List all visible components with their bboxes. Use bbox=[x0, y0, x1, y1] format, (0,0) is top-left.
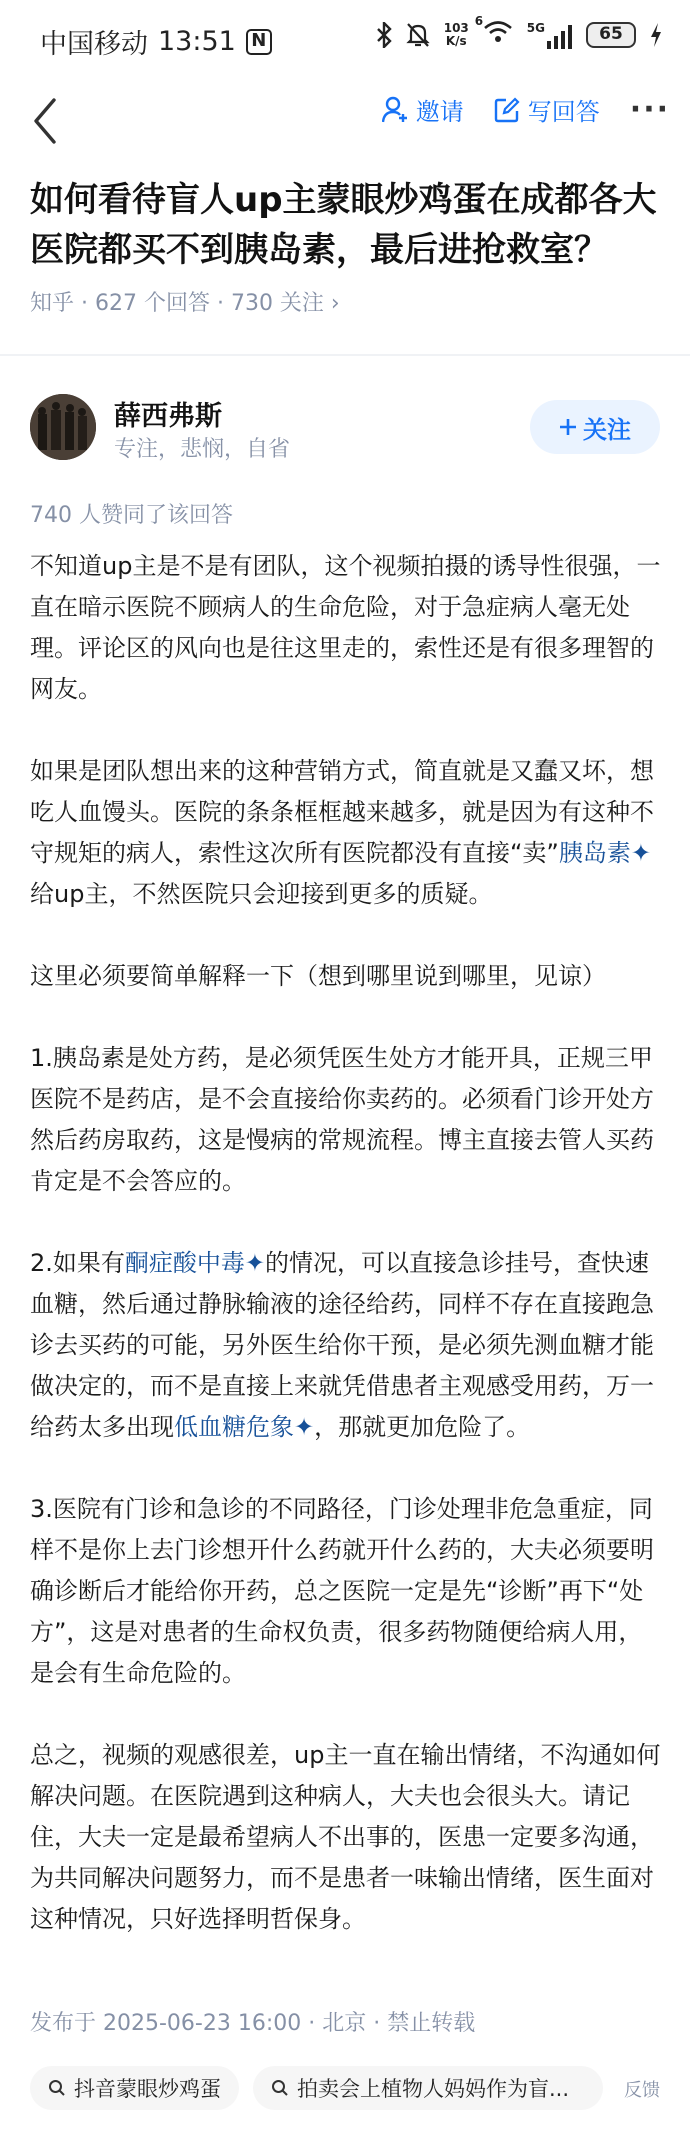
answer-paragraph: 总之，视频的观感很差，up主一直在输出情绪，不沟通如何解决问题。在医院遇到这种病人，大夫也会很头大。请记住，大夫一定是最希望病人不出事的，医患一定要多沟通，为共同解决问题努力，而不是患者一味输出情绪，医生面对这种情况，只好选择明哲保身。 bbox=[30, 1741, 661, 1933]
nfc-icon: N bbox=[246, 29, 272, 55]
answer-paragraph bbox=[30, 751, 665, 915]
answer-body bbox=[30, 546, 665, 1981]
mute-bell-icon bbox=[406, 22, 430, 48]
search-link-label: 低血糖危象 bbox=[174, 1413, 294, 1441]
write-answer-label: 写回答 bbox=[527, 98, 600, 126]
related-searches bbox=[30, 2066, 603, 2110]
invite-label: 邀请 bbox=[415, 98, 464, 126]
answer-paragraph: 1.胰岛素是处方药，是必须凭医生处方才能开具，正规三甲医院不是药店，是不会直接给你卖药的。必须看门诊开处方然后药房取药，这是慢病的常规流程。博主直接去管人买药肯定是不会答应的。 bbox=[30, 1044, 654, 1195]
question-title[interactable]: 如何看待盲人up主蒙眼炒鸡蛋在成都各大医院都买不到胰岛素，最后进抢救室？ bbox=[30, 180, 657, 270]
signal-bars-icon bbox=[547, 25, 572, 49]
search-link-label: 胰岛素 bbox=[558, 839, 631, 867]
sparkle-icon: ✦ bbox=[630, 839, 651, 867]
related-search-chip[interactable] bbox=[30, 2066, 239, 2110]
related-search-label: 抖音蒙眼炒鸡蛋 bbox=[74, 2077, 221, 2101]
likes-count: 740 人赞同了该回答 bbox=[30, 503, 233, 528]
question-meta[interactable]: 知乎 · 627 个回答 · 730 关注 › bbox=[30, 291, 340, 316]
clock: 13:51 bbox=[158, 26, 236, 57]
net-speed-unit: K/s bbox=[445, 34, 467, 48]
edit-icon bbox=[494, 97, 520, 123]
follow-button[interactable] bbox=[530, 400, 660, 454]
sparkle-icon: ✦ bbox=[294, 1413, 315, 1441]
answer-paragraph: 不知道up主是不是有团队，这个视频拍摄的诱导性很强，一直在暗示医院不顾病人的生命危险，对于急症病人毫无处理。评论区的风向也是往这里走的，索性还是有很多理智的网友。 bbox=[30, 552, 661, 703]
net-speed bbox=[444, 22, 469, 48]
feedback-link[interactable]: 反馈 bbox=[624, 2080, 660, 2101]
answer-text: ，那就更加危险了。 bbox=[314, 1413, 531, 1441]
carrier-label: 中国移动 bbox=[40, 29, 148, 60]
status-right bbox=[376, 14, 662, 50]
answer-paragraph: 3.医院有门诊和急诊的不同路径，门诊处理非危急重症，同样不是你上去门诊想开什么药就开什么药的，大夫必须要明确诊断后才能给你开药，总之医院一定是先“诊断”再下“处方”，这是对患者的生命权负责，很多药物随便给病人用，是会有生命危险的。 bbox=[30, 1495, 654, 1687]
follow-label: 关注 bbox=[583, 415, 631, 444]
author-name[interactable]: 薛西弗斯 bbox=[114, 401, 222, 432]
related-search-label: 拍卖会上植物人妈妈作为盲... bbox=[297, 2077, 570, 2101]
answer-paragraph: 这里必须要简单解释一下（想到哪里说到哪里，见谅） bbox=[30, 962, 606, 990]
answer-paragraph bbox=[30, 1243, 665, 1448]
answer-text: 给up主，不然医院只会迎接到更多的质疑。 bbox=[30, 880, 493, 908]
post-meta: 发布于 2025-06-23 16:00 · 北京 · 禁止转载 bbox=[30, 2011, 476, 2036]
person-add-icon bbox=[382, 96, 408, 124]
wifi-icon bbox=[483, 20, 513, 44]
more-menu-icon[interactable]: ··· bbox=[629, 92, 670, 127]
nav-bar bbox=[0, 80, 690, 180]
nav-actions bbox=[382, 92, 670, 127]
wifi-badge: 6 bbox=[474, 14, 484, 28]
related-search-chip[interactable] bbox=[253, 2066, 603, 2110]
avatar-image bbox=[30, 394, 96, 460]
bluetooth-icon bbox=[376, 22, 392, 48]
answer-text: 的情况，可以直接急诊挂号，查快速血糖，然后通过静脉输液的途径给药，同样不存在直接跑急诊去买药的可能，另外医生给你干预，是必须先测血糖才能做决定的，而不是直接上来就凭借患者主观感受用药，万一给药太多出现 bbox=[30, 1249, 654, 1441]
answer-text: 2.如果有 bbox=[30, 1249, 125, 1277]
author-avatar[interactable] bbox=[30, 394, 96, 460]
answer-text: 如果是团队想出来的这种营销方式，简直就是又蠢又坏，想吃人血馒头。医院的条条框框越来越多，就是因为有这种不守规矩的病人，索性这次所有医院都没有直接“卖” bbox=[30, 757, 654, 867]
plus-icon bbox=[559, 418, 577, 436]
invite-button[interactable] bbox=[382, 92, 464, 127]
status-left bbox=[40, 22, 272, 61]
cell-signal bbox=[527, 21, 572, 49]
search-link-ketoacidosis[interactable] bbox=[125, 1249, 265, 1277]
search-icon bbox=[271, 2079, 289, 2097]
wifi-indicator bbox=[474, 14, 513, 50]
charging-icon bbox=[650, 23, 662, 47]
status-bar bbox=[0, 0, 690, 80]
sparkle-icon: ✦ bbox=[244, 1249, 266, 1277]
section-divider bbox=[0, 354, 690, 356]
search-icon bbox=[48, 2079, 66, 2097]
signal-label: 5G bbox=[526, 21, 545, 35]
back-arrow-icon[interactable] bbox=[28, 92, 68, 152]
search-link-label: 酮症酸中毒 bbox=[124, 1249, 245, 1277]
author-bio: 专注，悲悯，自省 bbox=[114, 437, 291, 462]
battery-icon: 65 bbox=[586, 22, 636, 48]
net-speed-value: 103 bbox=[443, 21, 469, 35]
write-answer-button[interactable] bbox=[494, 92, 600, 127]
search-link-hypoglycemia[interactable] bbox=[174, 1413, 314, 1441]
search-link-insulin[interactable] bbox=[559, 839, 651, 867]
